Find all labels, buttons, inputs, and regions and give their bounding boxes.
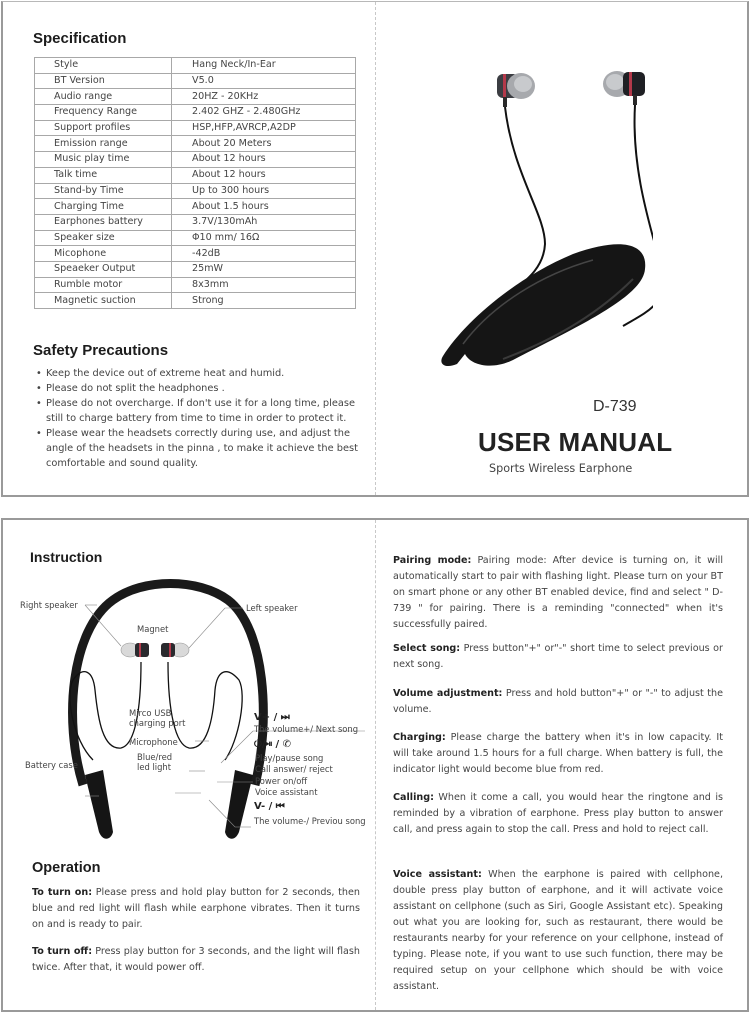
- control-play-desc: Play/pause song: [255, 753, 324, 763]
- control-play-title: ⏻/⏯ / ✆: [254, 739, 291, 750]
- label-usb-port-2: charging port: [129, 718, 186, 728]
- operation-turn-on-text: Please press and hold play button for 2 seconds, then blue and red light will flash while earphone vibrates. Then it turns on and is ready to pair.: [32, 887, 360, 930]
- earbud-right: [497, 73, 535, 107]
- label-led-2: led light: [137, 762, 172, 772]
- spec-key: BT Version: [35, 73, 172, 89]
- function-label: Calling:: [393, 792, 434, 803]
- label-led-1: Blue/red: [137, 752, 173, 762]
- spec-value: About 12 hours: [172, 167, 356, 183]
- function-volume: [393, 686, 723, 718]
- spec-key: Frequency Range: [35, 105, 172, 121]
- control-play-desc: Voice assistant: [255, 787, 318, 797]
- spec-key: Charging Time: [35, 199, 172, 215]
- function-calling: [393, 790, 723, 838]
- function-text: Please charge the battery when it's in low capacity. It will take around 1.5 hours for a full charge. When battery is full, the indicator light would become blue from red.: [393, 732, 723, 775]
- safety-item: • Keep the device out of extreme heat and humid.: [36, 366, 371, 381]
- function-text: When the earphone is paired with cellphone, double press play button of earphone, and it will activate voice assistant on cellphone (such as Siri, Google Assistant etc). Speaking out what you are looking for, such as restaurant, there would be restaurants nearby for your reference on your cellphone, instead of typing. Please note, if you want to use such function, there may be required setup on your cellphone which should be with voice assistant.: [393, 869, 723, 992]
- control-play-desc: Call answer/ reject: [255, 764, 333, 774]
- function-label: Select song:: [393, 643, 461, 654]
- manual-title: USER MANUAL: [478, 427, 673, 457]
- label-right-speaker: Right speaker: [20, 600, 78, 610]
- function-text: Press button"+" or"-" short time to select previous or next song.: [393, 643, 723, 670]
- spec-key: Style: [35, 58, 172, 74]
- control-volume-up-desc: The volume+/ Next song: [254, 724, 359, 734]
- spec-key: Magnetic suction: [35, 293, 172, 309]
- label-usb-port-1: Mirco USB: [129, 708, 172, 718]
- control-play-desc: Power on/off: [255, 776, 308, 786]
- spec-key: Talk time: [35, 167, 172, 183]
- spec-value: Φ10 mm/ 16Ω: [172, 230, 356, 246]
- spec-row: [35, 183, 356, 199]
- spec-row: [35, 89, 356, 105]
- fold-line: [375, 520, 376, 1010]
- safety-item: • Please do not split the headphones .: [36, 381, 371, 396]
- spec-row: [35, 136, 356, 152]
- spec-value: -42dB: [172, 246, 356, 262]
- spec-key: Speaker size: [35, 230, 172, 246]
- spec-key: Support profiles: [35, 120, 172, 136]
- control-volume-down-title: V- / ⏮: [254, 801, 285, 812]
- spec-row: [35, 246, 356, 262]
- control-volume-up-title: V+ / ⏭: [254, 712, 290, 723]
- function-label: Pairing mode:: [393, 555, 472, 566]
- operation-heading: Operation: [32, 860, 101, 876]
- spec-value: 3.7V/130mAh: [172, 214, 356, 230]
- instruction-heading: Instruction: [30, 549, 103, 565]
- function-text: Pairing mode: After device is turning on, it will automatically start to pair with flashing light. Please turn on your BT on smart phone or any other BT enabled device, find and select " D-739 " for pairing. There is a reminding "connected" when it's successfully paired.: [393, 555, 723, 630]
- battery-case-left: [225, 770, 253, 839]
- spec-value: 25mW: [172, 261, 356, 277]
- operation-turn-off-text: Press play button for 3 seconds, and the light will flash twice. After that, it would power off.: [32, 946, 360, 973]
- safety-heading: Safety Precautions: [33, 342, 169, 359]
- spec-value: About 12 hours: [172, 152, 356, 168]
- fold-line: [375, 2, 376, 495]
- manual-subtitle: Sports Wireless Earphone: [489, 462, 633, 475]
- function-label: Volume adjustment:: [393, 688, 503, 699]
- operation-turn-on: [32, 885, 360, 933]
- spec-value: V5.0: [172, 73, 356, 89]
- spec-row: [35, 105, 356, 121]
- spec-row: [35, 199, 356, 215]
- spec-value: About 20 Meters: [172, 136, 356, 152]
- manual-sheet-back: [1, 518, 749, 1012]
- instruction-diagram: [3, 570, 375, 840]
- spec-row: [35, 167, 356, 183]
- spec-heading: Specification: [33, 30, 127, 47]
- spec-row: [35, 73, 356, 89]
- spec-value: 8x3mm: [172, 277, 356, 293]
- spec-row: [35, 58, 356, 74]
- operation-turn-off-label: To turn off:: [32, 946, 93, 957]
- safety-item: • Please wear the headsets correctly during use, and adjust the angle of the headsets in the pinna , to make it achieve the best comfortable and sound quality.: [36, 426, 371, 471]
- function-text: Press and hold button"+" or "-" to adjust the volume.: [393, 688, 723, 715]
- operation-turn-on-label: To turn on:: [32, 887, 93, 898]
- model-number: D-739: [593, 398, 637, 415]
- spec-key: Emission range: [35, 136, 172, 152]
- spec-row: [35, 261, 356, 277]
- spec-row: [35, 120, 356, 136]
- spec-key: Speaeker Output: [35, 261, 172, 277]
- function-label: Voice assistant:: [393, 869, 482, 880]
- battery-case-right: [85, 770, 113, 839]
- product-image: [433, 64, 653, 389]
- manual-sheet-front: [1, 1, 749, 497]
- label-microphone: Microphone: [129, 737, 178, 747]
- spec-row: [35, 152, 356, 168]
- spec-key: Earphones battery: [35, 214, 172, 230]
- spec-value: Hang Neck/In-Ear: [172, 58, 356, 74]
- function-voice-assistant: [393, 867, 723, 995]
- spec-value: 2.402 GHZ - 2.480GHz: [172, 105, 356, 121]
- neckband: [441, 244, 645, 366]
- control-volume-down-desc: The volume-/ Previou song: [254, 816, 366, 826]
- label-magnet: Magnet: [137, 624, 169, 634]
- spec-row: [35, 277, 356, 293]
- function-label: Charging:: [393, 732, 446, 743]
- spec-key: Micophone: [35, 246, 172, 262]
- spec-key: Music play time: [35, 152, 172, 168]
- spec-value: HSP,HFP,AVRCP,A2DP: [172, 120, 356, 136]
- earbud-left: [603, 71, 645, 105]
- spec-row: [35, 214, 356, 230]
- spec-value: Strong: [172, 293, 356, 309]
- function-text: When it come a call, you would hear the ringtone and is reminded by a vibration of earphone. Press play button to answer call, and press again to stop the call. Press and hold to reject call.: [393, 792, 723, 835]
- safety-item: • Please do not overcharge. If don't use it for a long time, please still to charge battery from time to time in order to protect it.: [36, 396, 371, 426]
- spec-value: About 1.5 hours: [172, 199, 356, 215]
- operation-turn-off: [32, 944, 360, 976]
- spec-table: [34, 57, 356, 309]
- safety-list: [36, 366, 371, 471]
- label-left-speaker: Left speaker: [246, 603, 298, 613]
- spec-key: Stand-by Time: [35, 183, 172, 199]
- spec-value: Up to 300 hours: [172, 183, 356, 199]
- function-select-song: [393, 641, 723, 673]
- label-battery-case: Battery case: [25, 760, 78, 770]
- spec-value: 20HZ - 20KHz: [172, 89, 356, 105]
- spec-key: Audio range: [35, 89, 172, 105]
- spec-row: [35, 293, 356, 309]
- function-charging: [393, 730, 723, 778]
- spec-row: [35, 230, 356, 246]
- spec-key: Rumble motor: [35, 277, 172, 293]
- function-pairing: [393, 553, 723, 633]
